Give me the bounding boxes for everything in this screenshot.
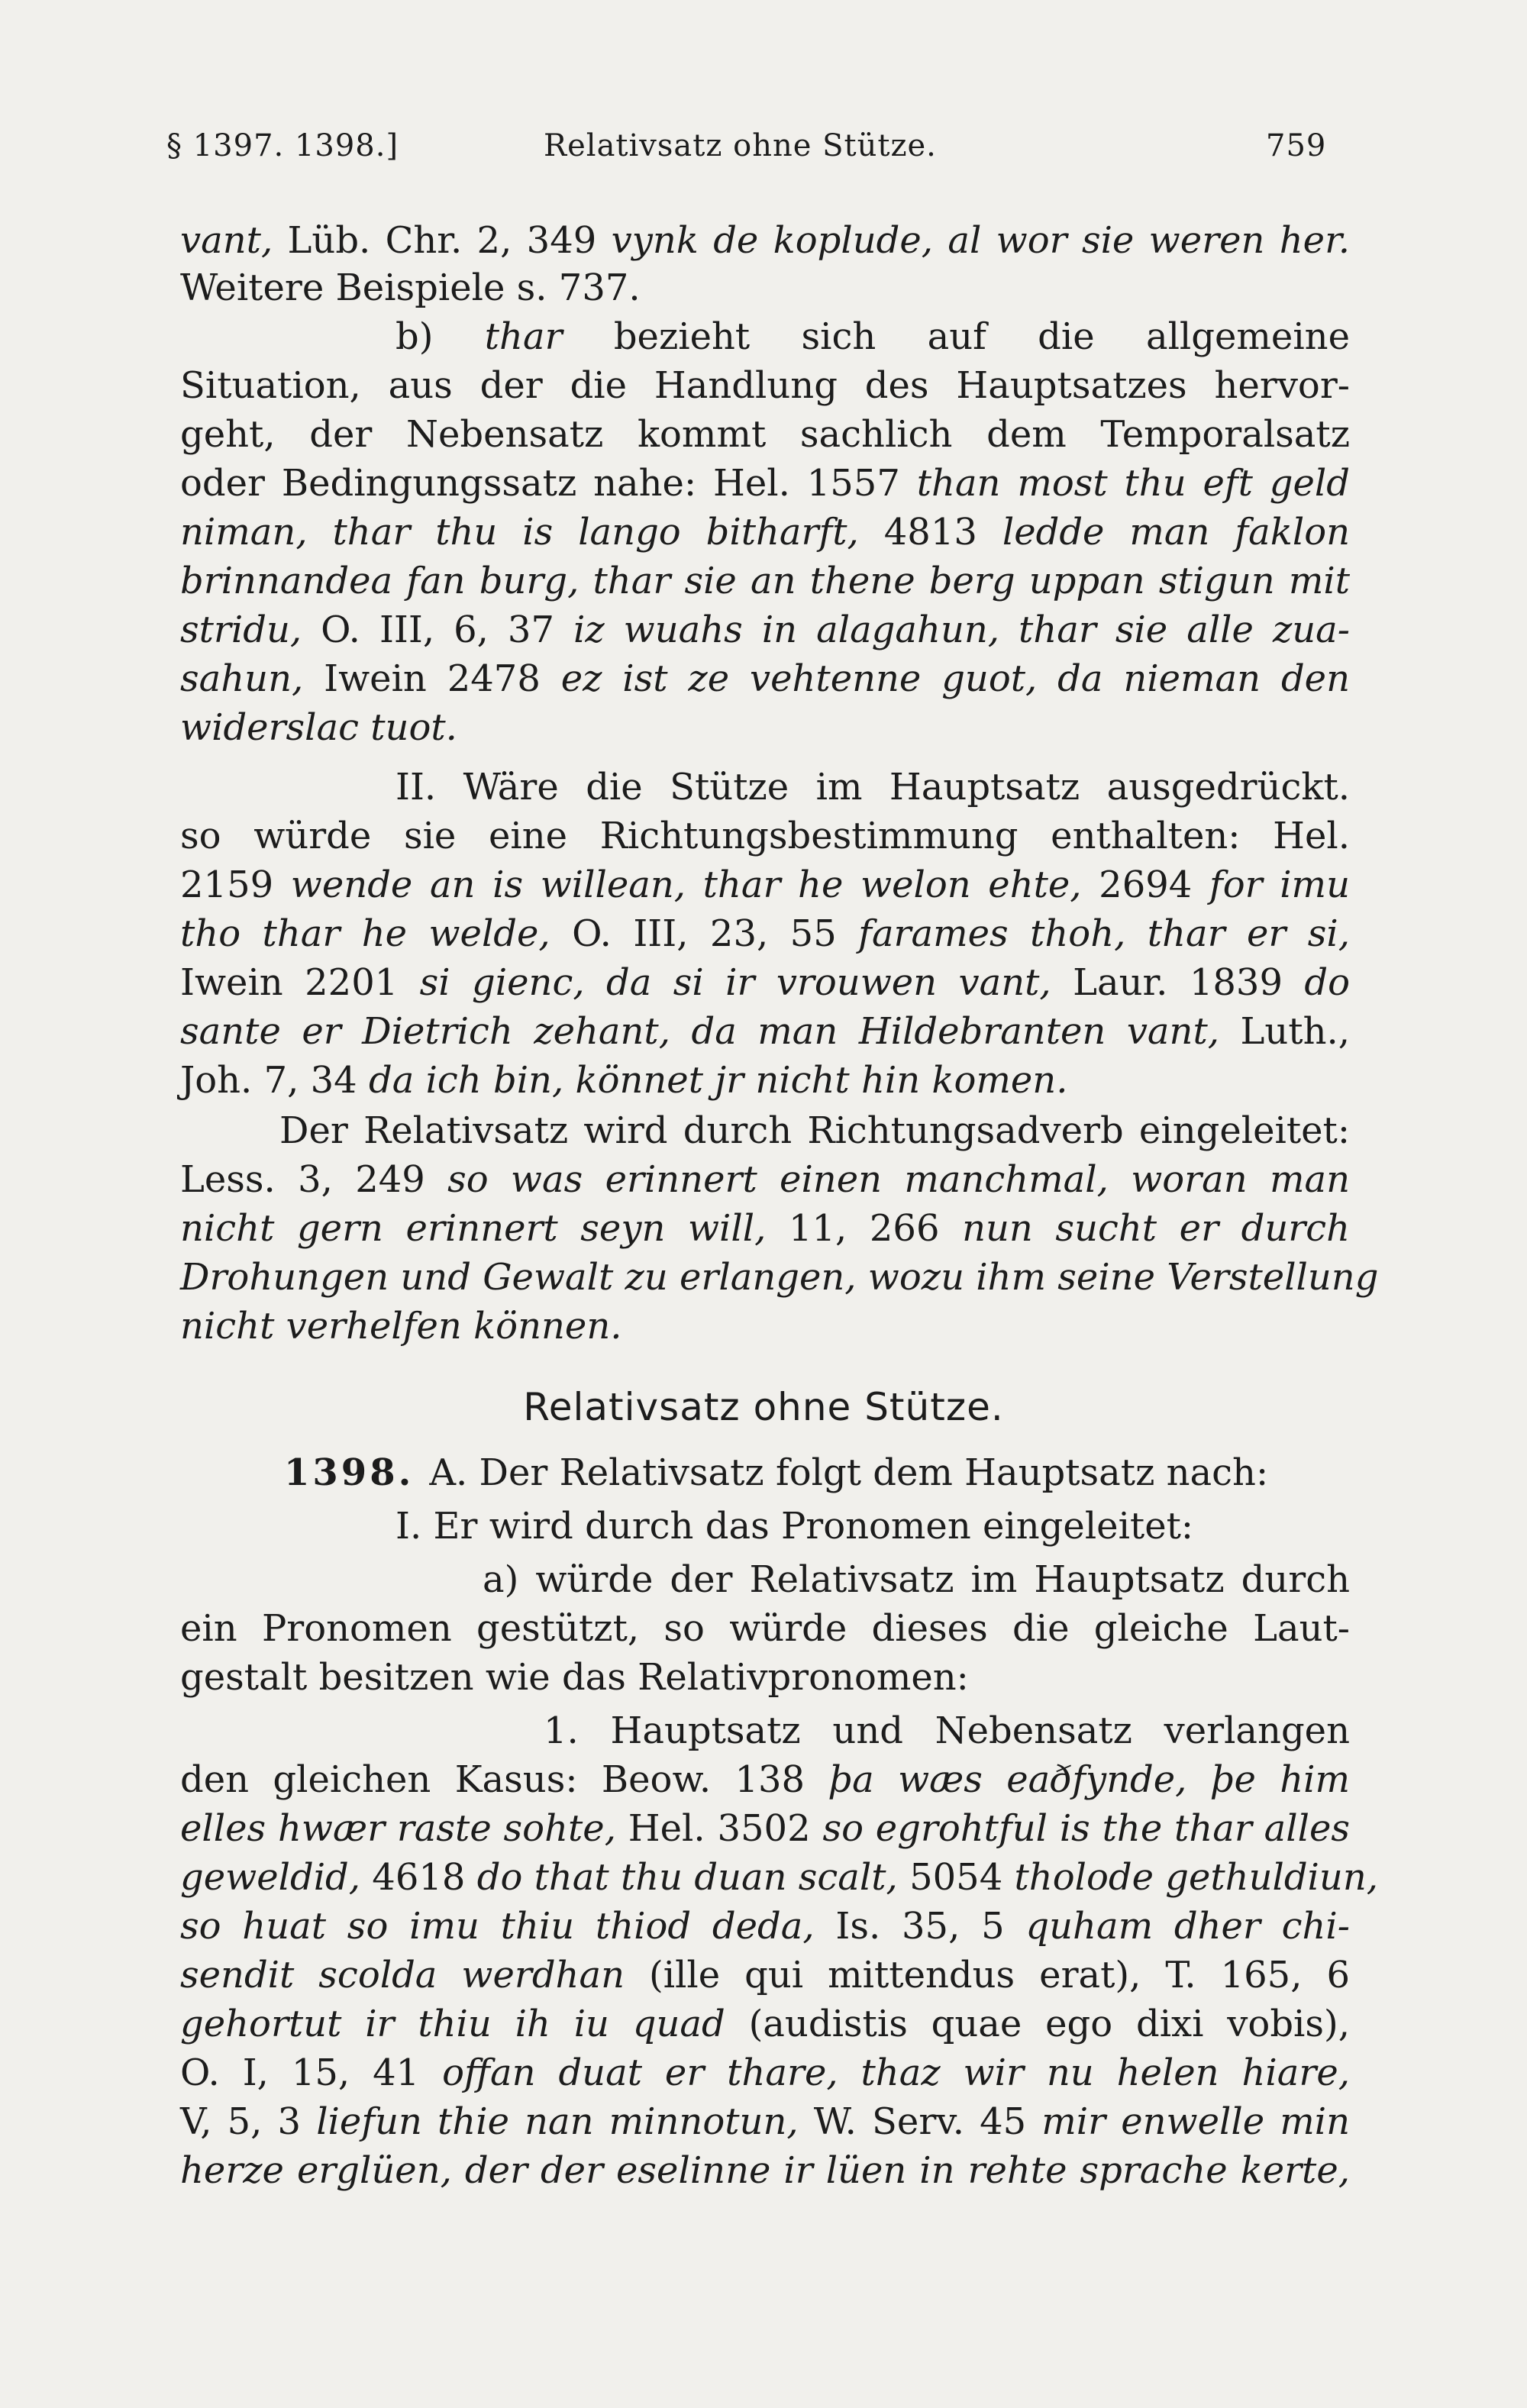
line-segment: 4618 — [360, 1856, 477, 1899]
cited-example: so egrohtful is the thar alles — [822, 1807, 1350, 1850]
cited-example: ledde man faklon — [1002, 511, 1351, 554]
cited-example: ez ist ze vehtenne guot, da nieman den — [560, 657, 1350, 700]
text-line — [180, 811, 1350, 861]
cited-example: tho thar he welde, — [180, 912, 550, 955]
line-segment: O. I, 15, 41 — [180, 2051, 443, 2094]
cited-example: than most thu eft geld — [916, 462, 1351, 505]
section-heading: Relativsatz ohne Stütze. — [523, 1385, 1004, 1429]
cited-example: quham dher chi- — [1025, 1905, 1350, 1948]
cited-example: sahun, — [180, 657, 304, 700]
line-segment: geht, der Nebensatz kommt sachlich dem Temporalsatz — [180, 413, 1350, 456]
text-line — [180, 1803, 1350, 1854]
cited-example: geweldid, — [180, 1856, 361, 1899]
text-line — [180, 1603, 1350, 1654]
text-line — [180, 1999, 1350, 2049]
cited-example: tholode gethuldiun, — [1014, 1856, 1378, 1899]
text-line — [180, 215, 1350, 266]
line-segment: Situation, aus der die Handlung des Hauptsatzes hervor- — [180, 364, 1350, 407]
cited-example: for imu — [1209, 863, 1350, 906]
line-segment: W. Serv. 45 — [798, 2100, 1042, 2143]
line-segment: Iwein 2478 — [303, 657, 561, 700]
text-line — [180, 702, 1350, 753]
text-line — [180, 263, 1350, 313]
line-segment: 5054 — [897, 1856, 1015, 1899]
cited-example: so huat so imu thiu thiod deda, — [180, 1905, 815, 1948]
section-1398-opening — [284, 1448, 1350, 1498]
cited-example: vynk de koplude, al wor sie weren her. — [611, 219, 1351, 262]
text-line — [180, 1901, 1350, 1951]
text-line — [180, 957, 1350, 1008]
text-line — [395, 762, 1350, 812]
text-line — [180, 1852, 1378, 1903]
line-segment: Laur. 1839 — [1051, 961, 1305, 1004]
line-segment: Is. 35, 5 — [814, 1905, 1026, 1948]
cited-example: nicht gern erinnert seyn will, — [180, 1207, 767, 1250]
line-segment: I. Er wird durch das Pronomen eingeleitet: — [395, 1505, 1194, 1548]
text-line — [180, 1203, 1350, 1254]
text-line — [180, 654, 1350, 704]
text-line — [180, 2145, 1350, 2196]
text-line — [180, 2048, 1350, 2098]
cited-example: farames thoh, thar er si, — [858, 912, 1350, 955]
line-segment: 11, 266 — [766, 1207, 963, 1250]
text-line — [279, 1106, 1350, 1156]
cited-example: sante er Dietrich zehant, da man Hildebranten vant, — [180, 1010, 1220, 1053]
line-segment: 2694 — [1081, 863, 1209, 906]
text-line — [180, 605, 1350, 655]
cited-example: thar — [484, 315, 563, 358]
line-segment: (ille qui mittendus erat), T. 165, 6 — [625, 1954, 1350, 1996]
line-segment: ein Pronomen gestützt, so würde dieses die gleiche Laut- — [180, 1607, 1350, 1650]
line-segment: A. Der Relativsatz folgt dem Hauptsatz nach: — [429, 1451, 1269, 1494]
line-segment: Iwein 2201 — [180, 961, 420, 1004]
running-title: Relativsatz ohne Stütze. — [544, 128, 937, 163]
text-line — [180, 360, 1350, 411]
text-line — [180, 556, 1350, 606]
text-line — [180, 2097, 1350, 2147]
line-segment: 2159 — [180, 863, 291, 906]
text-line — [180, 1252, 1379, 1302]
line-segment: II. Wäre die Stütze im Hauptsatz ausgedrückt. — [395, 766, 1350, 809]
text-line — [180, 458, 1350, 508]
cited-example: liefun thie nan minnotun, — [316, 2100, 799, 2143]
text-line — [180, 1055, 1350, 1106]
cited-example: iz wuahs in alagahun, thar sie alle zua- — [573, 608, 1350, 651]
text-line — [180, 409, 1350, 460]
cited-example: Drohungen und Gewalt zu erlangen, wozu ihm seine Verstellung — [180, 1256, 1379, 1299]
cited-example: wende an is willean, thar he welon ehte, — [290, 863, 1082, 906]
line-segment: 1. Hauptsatz und Nebensatz verlangen — [544, 1709, 1350, 1752]
cited-example: herze erglüen, der der eselinne ir lüen in rehte sprache kerte, — [180, 2149, 1350, 2192]
cited-example: niman, thar thu is lango bitharft, — [180, 511, 859, 554]
line-segment: V, 5, 3 — [180, 2100, 317, 2143]
cited-example: stridu, — [180, 608, 302, 651]
text-line — [483, 1554, 1350, 1605]
cited-example: si gienc, da si ir vrouwen vant, — [419, 961, 1051, 1004]
text-line — [395, 1501, 1350, 1551]
line-segment: Joh. 7, 34 — [180, 1059, 369, 1102]
cited-example: mir enwelle min — [1041, 2100, 1351, 2143]
cited-example: brinnandea fan burg, thar sie an thene berg uppan stigun mit — [180, 560, 1350, 602]
cited-example: þa wæs eaðfynde, þe him — [828, 1758, 1350, 1801]
text-line — [180, 1652, 1350, 1703]
line-segment: a) würde der Relativsatz im Hauptsatz durch — [483, 1558, 1350, 1601]
text-line — [180, 1154, 1350, 1205]
line-segment: Hel. 3502 — [615, 1807, 823, 1850]
text-line — [180, 1950, 1350, 2000]
line-segment: O. III, 23, 55 — [550, 912, 859, 955]
line-segment: Der Relativsatz wird durch Richtungsadverb eingeleitet: — [279, 1109, 1350, 1152]
running-header — [0, 128, 1527, 182]
line-segment: den gleichen Kasus: Beow. 138 — [180, 1758, 829, 1801]
text-line — [180, 507, 1350, 557]
text-line — [180, 860, 1350, 910]
text-line — [544, 1706, 1350, 1756]
cited-example: nicht verhelfen können. — [180, 1305, 622, 1348]
text-line — [395, 311, 1350, 362]
cited-example: so was erinnert einen manchmal, woran man — [447, 1158, 1350, 1201]
line-segment: bezieht sich auf die allgemeine — [562, 315, 1350, 358]
line-segment: O. III, 6, 37 — [302, 608, 573, 651]
line-segment: gestalt besitzen wie das Relativpronomen: — [180, 1656, 969, 1699]
cited-example: elles hwær raste sohte, — [180, 1807, 616, 1850]
line-segment: b) — [395, 315, 485, 358]
text-line — [429, 1451, 1268, 1494]
line-segment: (audistis quae ego dixi vobis), — [725, 2003, 1351, 2045]
text-line — [180, 1006, 1350, 1057]
cited-example: do — [1304, 961, 1350, 1004]
line-segment: Luth., — [1219, 1010, 1351, 1053]
line-segment: Weitere Beispiele s. 737. — [180, 266, 641, 309]
cited-example: widerslac tuot. — [180, 706, 457, 749]
cited-example: gehortut ir thiu ih iu quad — [180, 2003, 725, 2045]
cited-example: do that thu duan scalt, — [476, 1856, 898, 1899]
text-line — [180, 909, 1350, 959]
cited-example: sendit scolda werdhan — [180, 1954, 625, 1996]
section-reference: § 1397. 1398.] — [166, 128, 399, 163]
line-segment: so würde sie eine Richtungsbestimmung enthalten: Hel. — [180, 815, 1350, 857]
section-number: 1398. — [284, 1451, 415, 1494]
line-segment: Less. 3, 249 — [180, 1158, 448, 1201]
cited-example: offan duat er thare, thaz wir nu helen hiare, — [442, 2051, 1350, 2094]
line-segment: Lüb. Chr. 2, 349 — [273, 219, 612, 262]
text-line — [180, 1301, 1350, 1351]
line-segment: oder Bedingungssatz nahe: Hel. 1557 — [180, 462, 917, 505]
cited-example: da ich bin, könnet jr nicht hin komen. — [368, 1059, 1068, 1102]
cited-example: vant, — [180, 219, 273, 262]
page-number: 759 — [1266, 128, 1327, 163]
cited-example: nun sucht er durch — [962, 1207, 1350, 1250]
text-line — [180, 1754, 1350, 1805]
line-segment: 4813 — [858, 511, 1002, 554]
